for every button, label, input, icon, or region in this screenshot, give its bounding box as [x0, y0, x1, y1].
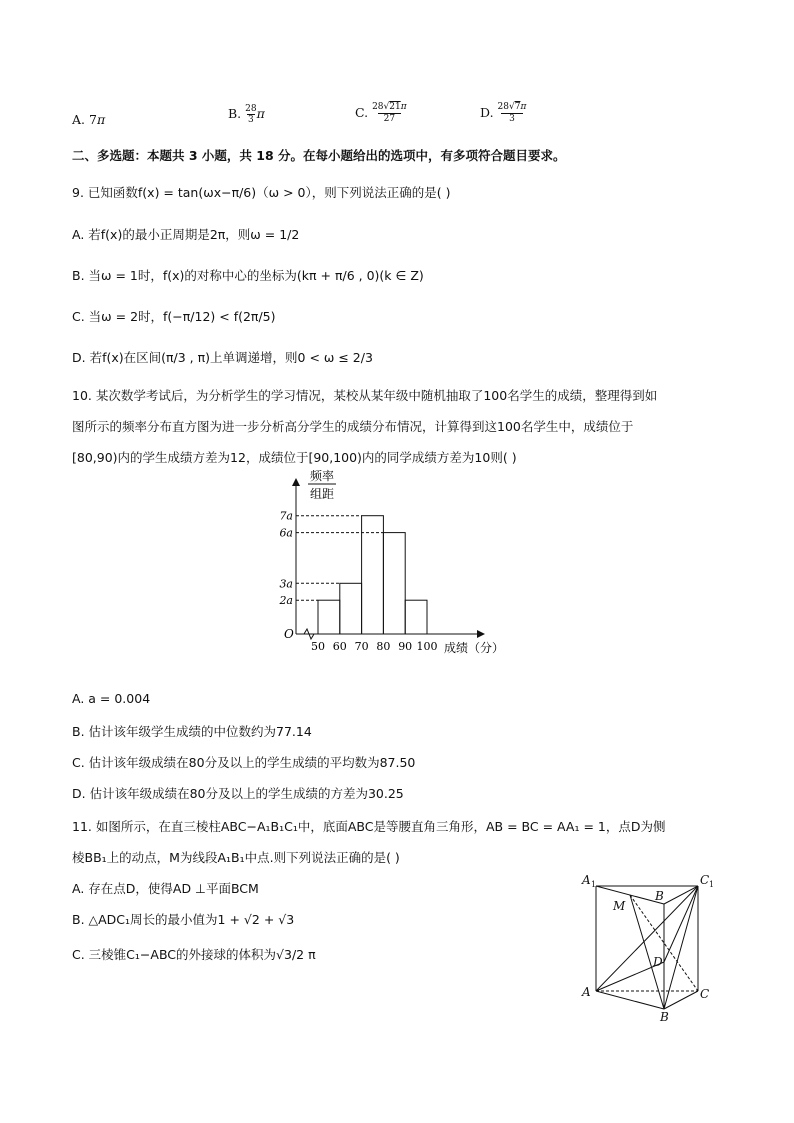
xtick-label: 80	[376, 640, 391, 653]
xtick-label: 100	[416, 640, 438, 653]
q9-option-d: D. 若f(x)在区间(π/3 , π)上单调递增，则0 < ω ≤ 2/3	[72, 350, 373, 365]
q9-option-a: A. 若f(x)的最小正周期是2π，则ω = 1/2	[72, 227, 300, 242]
histogram-bar	[362, 516, 384, 634]
prev-option-b: B. 28 3 π	[228, 104, 265, 125]
xtick-label: 50	[311, 640, 325, 653]
prev-option-d: D. 28√7π 3	[480, 102, 527, 124]
histogram-bar	[318, 600, 340, 634]
q11-stem-line1: 11. 如图所示，在直三棱柱ABC−A₁B₁C₁中，底面ABC是等腰直角三角形，AB = BC = AA₁ = 1，点D为侧	[72, 819, 666, 834]
edge-ac1	[596, 886, 698, 991]
section-header: 二、多选题：本题共 3 小题，共 18 分。在每小题给出的选项中，有多项符合题目要求。	[72, 148, 566, 163]
label-a1-sub: 1	[591, 880, 597, 889]
ytick-label: 7a	[279, 509, 293, 523]
xlabel: 成绩（分）	[444, 641, 505, 655]
q10-option-d: D. 估计该年级成绩在80分及以上的学生成绩的方差为30.25	[72, 786, 404, 801]
prev-option-a: A. 7π	[72, 112, 106, 127]
label-c1-sub: 1	[709, 880, 715, 889]
edge-mb	[630, 895, 664, 1009]
q11-option-b: B. △ADC₁周长的最小值为1 + √2 + √3	[72, 912, 295, 927]
ylabel-bottom: 组距	[309, 487, 335, 501]
q11-option-a: A. 存在点D，使得AD ⊥平面BCM	[72, 881, 259, 896]
prism-figure	[576, 868, 726, 1024]
q11-option-c: C. 三棱锥C₁−ABC的外接球的体积为√3/2 π	[72, 947, 316, 962]
frequency-histogram	[268, 466, 528, 662]
label-a1: A	[582, 873, 591, 887]
q9-stem: 9. 已知函数f(x) = tan(ωx−π/6)（ω > 0），则下列说法正确的是( )	[72, 185, 451, 200]
q10-option-a: A. a = 0.004	[72, 691, 151, 706]
q9-option-b: B. 当ω = 1时，f(x)的对称中心的坐标为(kπ + π/6 , 0)(k ∈ Z)	[72, 268, 424, 283]
origin-label: O	[284, 627, 294, 641]
q10-option-b: B. 估计该年级学生成绩的中位数约为77.14	[72, 724, 312, 739]
ytick-label: 6a	[279, 526, 293, 540]
edge-bc	[664, 991, 698, 1009]
q10-stem-line2: 图所示的频率分布直方图为进一步分析高分学生的成绩分布情况，计算得到这100名学生中，成绩位于	[72, 419, 634, 434]
q11-stem-line2: 棱BB₁上的动点，M为线段A₁B₁中点.则下列说法正确的是( )	[72, 850, 400, 865]
q10-stem-line3: [80,90)内的学生成绩方差为12，成绩位于[90,100)内的同学成绩方差为10则( )	[72, 450, 517, 465]
label-d: D	[653, 955, 663, 969]
label-a: A	[582, 985, 591, 999]
histogram-bar	[340, 583, 362, 634]
prev-option-c: C. 28√21π 27	[355, 102, 407, 124]
xtick-label: 60	[332, 640, 347, 653]
histogram-bar	[405, 600, 427, 634]
xtick-label: 70	[354, 640, 369, 653]
xtick-label: 90	[398, 640, 413, 653]
ytick-label: 2a	[279, 594, 293, 608]
label-m: M	[613, 899, 626, 913]
q10-option-c: C. 估计该年级成绩在80分及以上的学生成绩的平均数为87.50	[72, 755, 416, 770]
ytick-label: 3a	[279, 577, 293, 591]
q10-stem-line1: 10. 某次数学考试后，为分析学生的学习情况，某校从某年级中随机抽取了100名学生的成绩，整理得到如	[72, 388, 658, 403]
edge-b1c1	[664, 886, 698, 904]
label-c: C	[700, 987, 710, 1001]
label-c1: C	[700, 873, 710, 887]
label-b: B	[660, 1010, 669, 1024]
histogram-bar	[383, 533, 405, 634]
label-b1: B	[655, 889, 664, 903]
edge-ab	[596, 991, 664, 1009]
q9-option-c: C. 当ω = 2时，f(−π/12) < f(2π/5)	[72, 309, 276, 324]
ylabel-top: 频率	[309, 469, 335, 483]
